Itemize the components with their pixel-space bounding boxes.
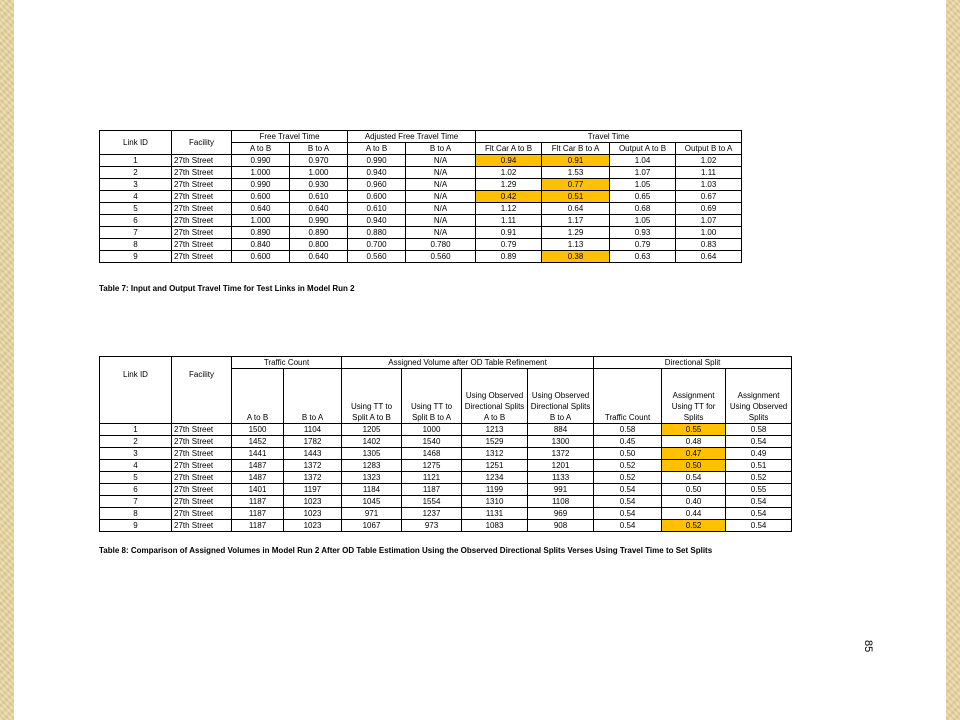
value-cell: 0.970 bbox=[290, 155, 348, 167]
subheader-cell: Flt Car B to A bbox=[542, 143, 610, 155]
facility-cell: 27th Street bbox=[172, 436, 232, 448]
value-cell: 1023 bbox=[284, 520, 342, 532]
facility-cell: 27th Street bbox=[172, 203, 232, 215]
header-free-travel-time: Free Travel Time bbox=[232, 131, 348, 143]
value-cell: 0.63 bbox=[610, 251, 676, 263]
header-facility: Facility bbox=[172, 357, 232, 424]
value-cell: 1.07 bbox=[676, 215, 742, 227]
subheader-cell: Using TT to Split A to B bbox=[342, 369, 402, 424]
value-cell: 1.05 bbox=[610, 215, 676, 227]
subheader-cell: Output B to A bbox=[676, 143, 742, 155]
facility-cell: 27th Street bbox=[172, 472, 232, 484]
value-cell: 0.780 bbox=[406, 239, 476, 251]
link-id-cell: 3 bbox=[100, 179, 172, 191]
value-cell: 1.11 bbox=[676, 167, 742, 179]
value-cell: 0.54 bbox=[594, 484, 662, 496]
table-8-caption: Table 8: Comparison of Assigned Volumes in Model Run 2 After OD Table Estimation Using the Observed Directional Splits Verses Using Travel Time to Set Splits bbox=[99, 546, 713, 555]
link-id-cell: 7 bbox=[100, 227, 172, 239]
value-cell: 1197 bbox=[284, 484, 342, 496]
value-cell: N/A bbox=[406, 203, 476, 215]
table-row bbox=[100, 191, 742, 203]
facility-cell: 27th Street bbox=[172, 179, 232, 191]
value-cell: 908 bbox=[528, 520, 594, 532]
value-cell: 971 bbox=[342, 508, 402, 520]
value-cell: 1.02 bbox=[476, 167, 542, 179]
link-id-cell: 1 bbox=[100, 424, 172, 436]
subheader-cell: Using Observed Directional Splits A to B bbox=[462, 369, 528, 424]
value-cell: 1283 bbox=[342, 460, 402, 472]
value-cell: 0.50 bbox=[594, 448, 662, 460]
value-cell: 0.38 bbox=[542, 251, 610, 263]
link-id-cell: 2 bbox=[100, 167, 172, 179]
value-cell: 1554 bbox=[402, 496, 462, 508]
value-cell: 0.940 bbox=[348, 215, 406, 227]
value-cell: 0.91 bbox=[542, 155, 610, 167]
value-cell: 1.000 bbox=[232, 215, 290, 227]
value-cell: 0.69 bbox=[676, 203, 742, 215]
table-row bbox=[100, 460, 792, 472]
value-cell: 0.67 bbox=[676, 191, 742, 203]
facility-cell: 27th Street bbox=[172, 460, 232, 472]
value-cell: 0.600 bbox=[232, 251, 290, 263]
facility-cell: 27th Street bbox=[172, 424, 232, 436]
header-traffic-count: Traffic Count bbox=[232, 357, 342, 369]
link-id-cell: 2 bbox=[100, 436, 172, 448]
value-cell: 1237 bbox=[402, 508, 462, 520]
value-cell: 1310 bbox=[462, 496, 528, 508]
value-cell: 0.50 bbox=[662, 484, 726, 496]
subheader-cell: A to B bbox=[232, 369, 284, 424]
value-cell: 1104 bbox=[284, 424, 342, 436]
table-row bbox=[100, 448, 792, 460]
value-cell: 0.990 bbox=[348, 155, 406, 167]
link-id-cell: 4 bbox=[100, 460, 172, 472]
value-cell: 0.68 bbox=[610, 203, 676, 215]
value-cell: 1.03 bbox=[676, 179, 742, 191]
value-cell: 0.610 bbox=[348, 203, 406, 215]
header-link-id: Link ID bbox=[100, 131, 172, 155]
value-cell: 0.930 bbox=[290, 179, 348, 191]
value-cell: 1187 bbox=[232, 508, 284, 520]
header-travel-time: Travel Time bbox=[476, 131, 742, 143]
value-cell: 0.800 bbox=[290, 239, 348, 251]
subheader-cell: Assignment Using Observed Splits bbox=[726, 369, 792, 424]
value-cell: 0.54 bbox=[594, 496, 662, 508]
header-directional-split: Directional Split bbox=[594, 357, 792, 369]
value-cell: 0.44 bbox=[662, 508, 726, 520]
value-cell: 1184 bbox=[342, 484, 402, 496]
value-cell: 1199 bbox=[462, 484, 528, 496]
value-cell: 973 bbox=[402, 520, 462, 532]
link-id-cell: 6 bbox=[100, 215, 172, 227]
value-cell: 1.00 bbox=[676, 227, 742, 239]
value-cell: 0.560 bbox=[348, 251, 406, 263]
value-cell: 0.610 bbox=[290, 191, 348, 203]
value-cell: 0.55 bbox=[726, 484, 792, 496]
value-cell: 1452 bbox=[232, 436, 284, 448]
value-cell: N/A bbox=[406, 215, 476, 227]
value-cell: 0.79 bbox=[610, 239, 676, 251]
value-cell: 1529 bbox=[462, 436, 528, 448]
value-cell: 1782 bbox=[284, 436, 342, 448]
value-cell: 0.52 bbox=[662, 520, 726, 532]
value-cell: 1.000 bbox=[290, 167, 348, 179]
value-cell: 1045 bbox=[342, 496, 402, 508]
value-cell: 0.94 bbox=[476, 155, 542, 167]
value-cell: 0.42 bbox=[476, 191, 542, 203]
value-cell: 1441 bbox=[232, 448, 284, 460]
table-row bbox=[100, 227, 742, 239]
link-id-cell: 9 bbox=[100, 251, 172, 263]
value-cell: 1187 bbox=[402, 484, 462, 496]
value-cell: 0.83 bbox=[676, 239, 742, 251]
value-cell: N/A bbox=[406, 155, 476, 167]
facility-cell: 27th Street bbox=[172, 520, 232, 532]
value-cell: 0.640 bbox=[290, 203, 348, 215]
table-header-row bbox=[100, 131, 742, 143]
value-cell: 1205 bbox=[342, 424, 402, 436]
value-cell: 0.960 bbox=[348, 179, 406, 191]
value-cell: 1187 bbox=[232, 496, 284, 508]
value-cell: 0.50 bbox=[662, 460, 726, 472]
value-cell: N/A bbox=[406, 179, 476, 191]
value-cell: 0.51 bbox=[726, 460, 792, 472]
subheader-cell: Output A to B bbox=[610, 143, 676, 155]
subheader-cell: Traffic Count bbox=[594, 369, 662, 424]
value-cell: 0.64 bbox=[542, 203, 610, 215]
value-cell: 1540 bbox=[402, 436, 462, 448]
subheader-cell: Flt Car A to B bbox=[476, 143, 542, 155]
value-cell: 1.13 bbox=[542, 239, 610, 251]
link-id-cell: 4 bbox=[100, 191, 172, 203]
facility-cell: 27th Street bbox=[172, 239, 232, 251]
value-cell: 0.89 bbox=[476, 251, 542, 263]
value-cell: 0.93 bbox=[610, 227, 676, 239]
value-cell: 1083 bbox=[462, 520, 528, 532]
value-cell: 1372 bbox=[528, 448, 594, 460]
facility-cell: 27th Street bbox=[172, 215, 232, 227]
value-cell: 0.64 bbox=[676, 251, 742, 263]
value-cell: 1.29 bbox=[542, 227, 610, 239]
table-row bbox=[100, 215, 742, 227]
facility-cell: 27th Street bbox=[172, 448, 232, 460]
value-cell: 0.880 bbox=[348, 227, 406, 239]
facility-cell: 27th Street bbox=[172, 227, 232, 239]
value-cell: 0.54 bbox=[662, 472, 726, 484]
table-row bbox=[100, 239, 742, 251]
value-cell: 0.560 bbox=[406, 251, 476, 263]
table-row bbox=[100, 472, 792, 484]
header-assigned-volume: Assigned Volume after OD Table Refinement bbox=[342, 357, 594, 369]
value-cell: 1401 bbox=[232, 484, 284, 496]
value-cell: 0.48 bbox=[662, 436, 726, 448]
value-cell: 1500 bbox=[232, 424, 284, 436]
facility-cell: 27th Street bbox=[172, 167, 232, 179]
value-cell: N/A bbox=[406, 167, 476, 179]
table-7-caption: Table 7: Input and Output Travel Time for Test Links in Model Run 2 bbox=[99, 284, 355, 293]
value-cell: 991 bbox=[528, 484, 594, 496]
table-header-row bbox=[100, 357, 792, 369]
value-cell: 0.49 bbox=[726, 448, 792, 460]
subheader-cell: B to A bbox=[290, 143, 348, 155]
value-cell: 1300 bbox=[528, 436, 594, 448]
facility-cell: 27th Street bbox=[172, 508, 232, 520]
value-cell: 0.79 bbox=[476, 239, 542, 251]
value-cell: 1.17 bbox=[542, 215, 610, 227]
value-cell: 0.990 bbox=[290, 215, 348, 227]
value-cell: 1000 bbox=[402, 424, 462, 436]
value-cell: 1023 bbox=[284, 496, 342, 508]
value-cell: 0.54 bbox=[726, 508, 792, 520]
table-7 bbox=[99, 130, 742, 263]
link-id-cell: 1 bbox=[100, 155, 172, 167]
value-cell: 1275 bbox=[402, 460, 462, 472]
subheader-cell: B to A bbox=[284, 369, 342, 424]
value-cell: 1.11 bbox=[476, 215, 542, 227]
table-row bbox=[100, 179, 742, 191]
table-8 bbox=[99, 356, 792, 532]
value-cell: 0.51 bbox=[542, 191, 610, 203]
value-cell: 1023 bbox=[284, 508, 342, 520]
value-cell: 1.02 bbox=[676, 155, 742, 167]
value-cell: 1.04 bbox=[610, 155, 676, 167]
value-cell: 0.54 bbox=[594, 520, 662, 532]
value-cell: 1323 bbox=[342, 472, 402, 484]
value-cell: 0.58 bbox=[594, 424, 662, 436]
header-adjusted-free-travel-time: Adjusted Free Travel Time bbox=[348, 131, 476, 143]
value-cell: 1213 bbox=[462, 424, 528, 436]
document-page bbox=[14, 0, 946, 720]
facility-cell: 27th Street bbox=[172, 484, 232, 496]
value-cell: 0.54 bbox=[594, 508, 662, 520]
value-cell: 0.54 bbox=[726, 520, 792, 532]
value-cell: 1443 bbox=[284, 448, 342, 460]
value-cell: 0.40 bbox=[662, 496, 726, 508]
value-cell: 0.55 bbox=[662, 424, 726, 436]
table-row bbox=[100, 508, 792, 520]
value-cell: 0.65 bbox=[610, 191, 676, 203]
link-id-cell: 9 bbox=[100, 520, 172, 532]
value-cell: 884 bbox=[528, 424, 594, 436]
value-cell: 1121 bbox=[402, 472, 462, 484]
value-cell: 0.890 bbox=[232, 227, 290, 239]
value-cell: 0.990 bbox=[232, 155, 290, 167]
value-cell: 1.05 bbox=[610, 179, 676, 191]
page-number: 85 bbox=[862, 640, 874, 653]
link-id-cell: 5 bbox=[100, 472, 172, 484]
link-id-cell: 7 bbox=[100, 496, 172, 508]
subheader-cell: Assignment Using TT for Splits bbox=[662, 369, 726, 424]
table-row bbox=[100, 167, 742, 179]
facility-cell: 27th Street bbox=[172, 155, 232, 167]
value-cell: 1131 bbox=[462, 508, 528, 520]
value-cell: 0.600 bbox=[348, 191, 406, 203]
value-cell: 0.840 bbox=[232, 239, 290, 251]
subheader-cell: B to A bbox=[406, 143, 476, 155]
table-row bbox=[100, 436, 792, 448]
subheader-cell: A to B bbox=[232, 143, 290, 155]
facility-cell: 27th Street bbox=[172, 496, 232, 508]
value-cell: 0.940 bbox=[348, 167, 406, 179]
value-cell: 0.58 bbox=[726, 424, 792, 436]
link-id-cell: 5 bbox=[100, 203, 172, 215]
table-row bbox=[100, 424, 792, 436]
value-cell: 1468 bbox=[402, 448, 462, 460]
value-cell: 1201 bbox=[528, 460, 594, 472]
value-cell: 0.52 bbox=[594, 460, 662, 472]
value-cell: 1305 bbox=[342, 448, 402, 460]
value-cell: 0.52 bbox=[726, 472, 792, 484]
value-cell: 0.700 bbox=[348, 239, 406, 251]
value-cell: 1372 bbox=[284, 472, 342, 484]
value-cell: 1402 bbox=[342, 436, 402, 448]
value-cell: 0.600 bbox=[232, 191, 290, 203]
value-cell: 0.640 bbox=[232, 203, 290, 215]
table-row bbox=[100, 203, 742, 215]
value-cell: 1251 bbox=[462, 460, 528, 472]
value-cell: 1372 bbox=[284, 460, 342, 472]
value-cell: 0.890 bbox=[290, 227, 348, 239]
value-cell: 0.91 bbox=[476, 227, 542, 239]
value-cell: 1108 bbox=[528, 496, 594, 508]
link-id-cell: 8 bbox=[100, 239, 172, 251]
table-row bbox=[100, 520, 792, 532]
value-cell: 0.54 bbox=[726, 496, 792, 508]
value-cell: 1133 bbox=[528, 472, 594, 484]
subheader-cell: A to B bbox=[348, 143, 406, 155]
value-cell: 1487 bbox=[232, 460, 284, 472]
value-cell: 0.47 bbox=[662, 448, 726, 460]
value-cell: 1.07 bbox=[610, 167, 676, 179]
value-cell: 1312 bbox=[462, 448, 528, 460]
value-cell: 0.45 bbox=[594, 436, 662, 448]
header-link-id: Link ID bbox=[100, 357, 172, 424]
subheader-cell: Using Observed Directional Splits B to A bbox=[528, 369, 594, 424]
link-id-cell: 3 bbox=[100, 448, 172, 460]
table-row bbox=[100, 496, 792, 508]
value-cell: 0.52 bbox=[594, 472, 662, 484]
value-cell: 969 bbox=[528, 508, 594, 520]
value-cell: N/A bbox=[406, 227, 476, 239]
value-cell: 1.000 bbox=[232, 167, 290, 179]
value-cell: 1067 bbox=[342, 520, 402, 532]
value-cell: 1.29 bbox=[476, 179, 542, 191]
value-cell: 1487 bbox=[232, 472, 284, 484]
table-row bbox=[100, 155, 742, 167]
facility-cell: 27th Street bbox=[172, 251, 232, 263]
value-cell: 0.54 bbox=[726, 436, 792, 448]
facility-cell: 27th Street bbox=[172, 191, 232, 203]
value-cell: 1234 bbox=[462, 472, 528, 484]
table-row bbox=[100, 251, 742, 263]
value-cell: 0.990 bbox=[232, 179, 290, 191]
value-cell: 1.53 bbox=[542, 167, 610, 179]
header-facility: Facility bbox=[172, 131, 232, 155]
subheader-cell: Using TT to Split B to A bbox=[402, 369, 462, 424]
link-id-cell: 6 bbox=[100, 484, 172, 496]
link-id-cell: 8 bbox=[100, 508, 172, 520]
value-cell: 0.77 bbox=[542, 179, 610, 191]
value-cell: N/A bbox=[406, 191, 476, 203]
value-cell: 1.12 bbox=[476, 203, 542, 215]
table-row bbox=[100, 484, 792, 496]
value-cell: 0.640 bbox=[290, 251, 348, 263]
value-cell: 1187 bbox=[232, 520, 284, 532]
